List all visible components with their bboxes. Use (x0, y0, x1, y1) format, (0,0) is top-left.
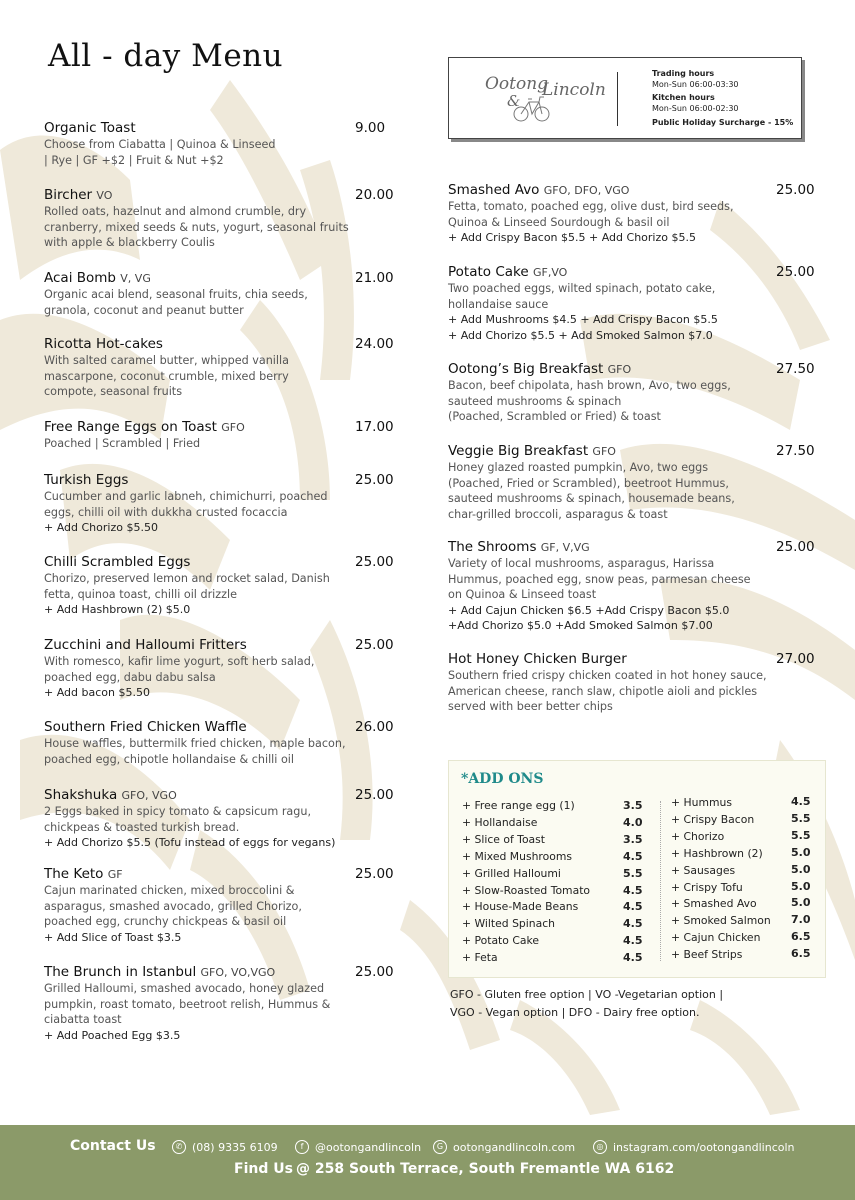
logo-box (448, 57, 802, 139)
item-description: sauteed mushrooms & spinach, housemade beans, (448, 492, 735, 505)
item-name: Shakshuka GFO, VGO (44, 787, 177, 803)
add-on-label: + Grilled Halloumi (462, 866, 561, 880)
trading-hours-value: Mon-Sun 06:00-03:30 (652, 79, 739, 89)
item-description: pumpkin, roast tomato, beetroot relish, Hummus & (44, 997, 331, 1011)
item-price: 25.00 (355, 787, 394, 803)
item-description: char-grilled broccoli, asparagus & toast (448, 507, 668, 521)
item-description: poached egg, dabu dabu salsa (44, 670, 216, 684)
add-on-price: 5.5 (623, 866, 643, 880)
legend-line-1: GFO - Gluten free option | VO -Vegetarian option | (450, 988, 724, 1001)
item-name: Chilli Scrambled Eggs (44, 554, 191, 570)
item-name: Acai Bomb V, VG (44, 270, 151, 286)
right-menu-item (448, 539, 751, 634)
find-us-label: Find Us (234, 1161, 293, 1177)
item-description: Organic acai blend, seasonal fruits, chia seeds, (44, 288, 308, 301)
item-price: 27.50 (776, 443, 815, 459)
item-add-option: +Add Chorizo $5.0 +Add Smoked Salmon $7.00 (448, 619, 713, 632)
add-on-price: 4.5 (623, 917, 643, 931)
add-on-price: 7.0 (791, 913, 811, 927)
add-on-price: 3.5 (623, 799, 643, 812)
add-on-label: + Cajun Chicken (671, 931, 761, 945)
item-price: 27.00 (776, 651, 815, 667)
right-menu-item (448, 443, 735, 522)
add-on-label: + Slow-Roasted Tomato (462, 883, 591, 897)
item-price: 25.00 (355, 964, 394, 980)
item-price: 25.00 (355, 472, 394, 488)
add-on-label: + Chorizo (671, 829, 725, 843)
item-diet-tag: GFO (607, 363, 632, 376)
item-name: The Keto GF (44, 866, 123, 882)
address: @ 258 South Terrace, South Fremantle WA 6162 (296, 1161, 675, 1177)
left-menu-item (44, 554, 330, 618)
item-description: With romesco, kafir lime yogurt, soft herb salad, (44, 655, 315, 668)
dietary-legend (450, 986, 780, 1022)
item-description: fetta, quinoa toast, chilli oil drizzle (44, 587, 238, 601)
add-on-price: 5.0 (791, 862, 811, 876)
add-on-label: + Free range egg (1) (462, 799, 575, 812)
item-add-option: + Add Hashbrown (2) $5.0 (44, 603, 191, 616)
item-description: Honey glazed roasted pumpkin, Avo, two eggs (448, 461, 709, 474)
item-description: granola, coconut and peanut butter (44, 303, 244, 317)
kitchen-hours-value: Mon-Sun 06:00-02:30 (652, 103, 739, 113)
facebook-contact[interactable] (295, 1140, 421, 1154)
item-price: 25.00 (776, 182, 815, 198)
facebook-icon: f (295, 1140, 309, 1154)
contact-label: Contact Us (70, 1138, 156, 1154)
instagram-contact[interactable] (593, 1140, 795, 1154)
item-description: Hummus, poached egg, snow peas, parmesan cheese (448, 572, 751, 586)
left-menu-item (44, 866, 302, 945)
item-description: (Poached, Fried or Scrambled), beetroot Hummus, (448, 476, 729, 490)
item-description: hollandaise sauce (448, 297, 549, 311)
item-name: Southern Fried Chicken Waffle (44, 719, 247, 735)
item-name: Zucchini and Halloumi Fritters (44, 637, 247, 653)
item-add-option: + Add Slice of Toast $3.5 (44, 930, 182, 944)
left-menu-item (44, 964, 330, 1043)
item-price: 25.00 (355, 554, 394, 570)
add-on-price: 4.5 (791, 795, 811, 808)
item-price: 21.00 (355, 270, 394, 286)
item-add-option: + Add bacon $5.50 (44, 686, 150, 699)
logo-name-bottom: Lincoln (542, 80, 606, 100)
trading-hours-label: Trading hours (652, 69, 715, 78)
add-on-price: 6.5 (791, 947, 811, 961)
right-menu-item (448, 651, 767, 715)
item-description: Quinoa & Linseed Sourdough & basil oil (448, 215, 670, 229)
add-on-label: + House-Made Beans (462, 900, 579, 914)
logo-divider (617, 72, 618, 126)
footer (0, 1125, 855, 1200)
add-on-price: 3.5 (623, 832, 643, 846)
right-menu-item (448, 361, 731, 425)
add-on-price: 4.0 (623, 815, 643, 829)
item-name: Ootong’s Big Breakfast GFO (448, 361, 632, 377)
item-description: served with beer better chips (448, 700, 613, 713)
add-on-price: 5.5 (791, 828, 811, 842)
add-on-label: + Crispy Tofu (671, 880, 743, 894)
page-title: All - day Menu (48, 38, 284, 74)
add-on-price: 4.5 (623, 849, 643, 863)
add-on-label: + Hashbrown (2) (671, 846, 763, 860)
item-description: cranberry, mixed seeds & nuts, yogurt, seasonal fruits (44, 220, 349, 234)
add-on-label: + Smoked Salmon (671, 914, 771, 928)
item-price: 17.00 (355, 419, 394, 435)
globe-icon: G (433, 1140, 447, 1154)
item-add-option: + Add Chorizo $5.50 (44, 521, 158, 534)
item-description: sauteed mushrooms & spinach (448, 394, 622, 408)
item-price: 25.00 (776, 539, 815, 555)
left-menu-item (44, 637, 314, 701)
add-on-price: 6.5 (791, 930, 811, 944)
item-name: Veggie Big Breakfast GFO (448, 443, 616, 459)
item-diet-tag: GF (107, 868, 123, 881)
item-description: (Poached, Scrambled or Fried) & toast (448, 410, 661, 423)
add-ons-panel (448, 760, 826, 978)
add-on-price: 4.5 (623, 951, 643, 965)
item-description: poached egg, crunchy chickpeas & basil oil (44, 915, 287, 928)
left-menu-item (44, 187, 349, 251)
add-on-label: + Crispy Bacon (671, 812, 755, 826)
item-description: with apple & blackberry Coulis (44, 236, 215, 249)
add-on-price: 4.5 (623, 934, 643, 948)
add-on-label: + Sausages (671, 863, 736, 877)
add-on-price: 5.0 (791, 879, 811, 893)
item-description: poached egg, chipotle hollandaise & chilli oil (44, 752, 295, 766)
item-description: Grilled Halloumi, smashed avocado, honey glazed (44, 982, 325, 995)
left-menu-item (44, 270, 308, 318)
item-add-option: + Add Chorizo $5.5 + Add Smoked Salmon $7.0 (448, 328, 713, 342)
left-menu-item (44, 472, 327, 536)
item-name: The Shrooms GF, V,VG (448, 539, 590, 555)
legend-line-2: VGO - Vegan option | DFO - Dairy free option. (450, 1006, 700, 1019)
left-menu-item (44, 336, 289, 400)
add-ons-title: *ADD ONS (461, 771, 544, 787)
item-price: 26.00 (355, 719, 394, 735)
item-description: Rolled oats, hazelnut and almond crumble, dry (44, 205, 307, 218)
item-description: eggs, chilli oil with dukkha crusted focaccia (44, 505, 288, 519)
add-on-label: + Beef Strips (671, 948, 743, 962)
add-on-price: 4.5 (623, 900, 643, 914)
add-on-label: + Potato Cake (462, 934, 539, 948)
item-diet-tag: VO (96, 189, 113, 202)
item-add-option: + Add Chorizo $5.5 (Tofu instead of eggs for vegans) (44, 836, 336, 849)
item-price: 25.00 (355, 637, 394, 653)
item-name: Ricotta Hot-cakes (44, 336, 163, 352)
item-description: Choose from Ciabatta | Quinoa & Linseed (44, 138, 276, 151)
item-description: Poached | Scrambled | Fried (44, 437, 201, 450)
add-on-price: 5.5 (791, 811, 811, 825)
item-diet-tag: GFO, VO,VGO (200, 966, 276, 979)
item-add-option: + Add Poached Egg $3.5 (44, 1028, 181, 1042)
add-on-label: + Mixed Mushrooms (462, 849, 572, 863)
add-on-label: + Slice of Toast (462, 832, 546, 846)
item-diet-tag: GF, V,VG (540, 541, 590, 554)
item-price: 20.00 (355, 187, 394, 203)
item-diet-tag: GF,VO (532, 266, 568, 279)
item-description: chickpeas & toasted turkish bread. (44, 820, 240, 834)
item-diet-tag: GFO, DFO, VGO (543, 184, 630, 197)
kitchen-hours-label: Kitchen hours (652, 93, 715, 102)
item-description: 2 Eggs baked in spicy tomato & capsicum ragu, (44, 805, 312, 818)
item-description: Southern fried crispy chicken coated in hot honey sauce, (448, 669, 767, 682)
phone-icon: ✆ (172, 1140, 186, 1154)
add-on-price: 4.5 (623, 883, 643, 897)
add-on-label: + Smashed Avo (671, 897, 757, 911)
add-on-label: + Feta (462, 951, 498, 965)
phone-contact[interactable] (172, 1140, 278, 1154)
item-name: Bircher VO (44, 187, 113, 203)
right-menu-item (448, 182, 734, 246)
left-menu-item (44, 419, 245, 452)
item-name: Potato Cake GF,VO (448, 264, 568, 280)
item-price: 24.00 (355, 336, 394, 352)
item-add-option: + Add Cajun Chicken $6.5 +Add Crispy Bacon $5.0 (448, 603, 730, 617)
instagram-url: instagram.com/ootongandlincoln (613, 1140, 795, 1154)
item-name: Free Range Eggs on Toast GFO (44, 419, 245, 435)
add-ons-divider (660, 801, 661, 961)
left-menu-item (44, 719, 346, 767)
item-description: Chorizo, preserved lemon and rocket salad, Danish (44, 572, 330, 585)
item-diet-tag: GFO, VGO (121, 789, 177, 802)
item-description: | Rye | GF +$2 | Fruit & Nut +$2 (44, 153, 224, 167)
item-description: asparagus, smashed avocado, grilled Chorizo, (44, 899, 302, 913)
item-description: House waffles, buttermilk fried chicken, maple bacon, (44, 737, 346, 750)
item-diet-tag: V, VG (120, 272, 151, 285)
add-on-price: 5.0 (791, 896, 811, 910)
item-description: Cucumber and garlic labneh, chimichurri, poached (44, 490, 328, 503)
left-menu-item (44, 120, 275, 168)
item-diet-tag: GFO (221, 421, 245, 434)
item-description: mascarpone, coconut crumble, mixed berry (44, 369, 289, 383)
holiday-surcharge: Public Holiday Surcharge - 15% (652, 118, 794, 127)
item-name: Organic Toast (44, 120, 136, 136)
item-description: on Quinoa & Linseed toast (448, 588, 597, 601)
logo-name-top: Ootong (485, 74, 549, 94)
item-description: Bacon, beef chipolata, hash brown, Avo, two eggs, (448, 379, 731, 392)
instagram-icon: ◎ (593, 1140, 607, 1154)
item-diet-tag: GFO (592, 445, 616, 458)
hours-info (652, 69, 793, 129)
item-price: 9.00 (355, 120, 386, 136)
item-price: 25.00 (776, 264, 815, 280)
logo-amp: & (507, 92, 521, 110)
add-on-label: + Hummus (671, 796, 732, 809)
facebook-handle: @ootongandlincoln (315, 1140, 422, 1154)
right-menu-item (448, 264, 718, 343)
item-price: 25.00 (355, 866, 394, 882)
phone-number: (08) 9335 6109 (192, 1140, 278, 1154)
add-on-label: + Hollandaise (462, 815, 538, 829)
item-price: 27.50 (776, 361, 815, 377)
item-add-option: + Add Crispy Bacon $5.5 + Add Chorizo $5.5 (448, 231, 696, 244)
item-description: Fetta, tomato, poached egg, olive dust, bird seeds, (448, 200, 734, 213)
add-on-label: + Wilted Spinach (462, 917, 556, 931)
item-description: compote, seasonal fruits (44, 385, 183, 398)
item-name: Turkish Eggs (44, 472, 129, 488)
website-contact[interactable] (433, 1140, 575, 1154)
item-name: Hot Honey Chicken Burger (448, 651, 627, 667)
bicycle-icon (512, 88, 552, 124)
item-description: With salted caramel butter, whipped vanilla (44, 354, 289, 367)
item-add-option: + Add Mushrooms $4.5 + Add Crispy Bacon $5.5 (448, 313, 718, 326)
item-name: Smashed Avo GFO, DFO, VGO (448, 182, 630, 198)
item-name: The Brunch in Istanbul GFO, VO,VGO (44, 964, 276, 980)
item-description: ciabatta toast (44, 1013, 122, 1026)
website-url: ootongandlincoln.com (453, 1140, 576, 1154)
item-description: Variety of local mushrooms, asparagus, Harissa (448, 557, 715, 570)
item-description: Cajun marinated chicken, mixed broccolini & (44, 884, 295, 897)
add-on-price: 5.0 (791, 845, 811, 859)
item-description: American cheese, ranch slaw, chipotle aioli and pickles (448, 684, 758, 698)
left-menu-item (44, 787, 335, 851)
item-description: Two poached eggs, wilted spinach, potato cake, (448, 282, 716, 295)
